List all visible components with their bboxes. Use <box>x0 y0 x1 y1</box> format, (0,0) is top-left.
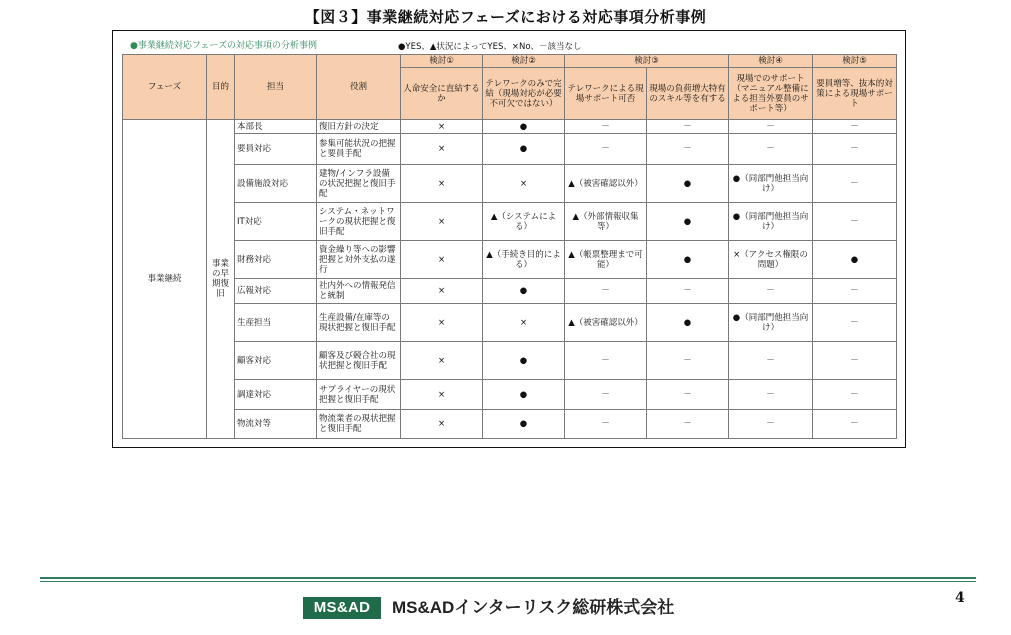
owner-cell: IT対応 <box>235 203 317 241</box>
k3b-cell: ● <box>647 203 729 241</box>
k1-cell: × <box>401 165 483 203</box>
k5-cell: － <box>813 134 897 165</box>
k4-cell: － <box>729 120 813 134</box>
k4-cell: ●（同部門他担当向け） <box>729 304 813 342</box>
owner-cell: 財務対応 <box>235 241 317 279</box>
role-cell: 物流業者の現状把握と復旧手配 <box>317 410 401 439</box>
page-number: 4 <box>955 590 965 606</box>
owner-cell: 調達対応 <box>235 380 317 410</box>
header-consideration-4: 検討④ <box>729 55 813 68</box>
role-cell: 資金繰り等への影響把握と対外支払の遂行 <box>317 241 401 279</box>
header-purpose: 目的 <box>207 55 235 120</box>
header-role: 役割 <box>317 55 401 120</box>
k1-cell: × <box>401 410 483 439</box>
header-consideration-2: 検討② <box>483 55 565 68</box>
k3b-cell: － <box>647 279 729 304</box>
owner-cell: 要員対応 <box>235 134 317 165</box>
k5-cell: － <box>813 342 897 380</box>
role-cell: 建物/インフラ設備の状況把握と復旧手配 <box>317 165 401 203</box>
k1-cell: × <box>401 241 483 279</box>
owner-cell: 生産担当 <box>235 304 317 342</box>
k3a-cell: ▲（外部情報収集等） <box>565 203 647 241</box>
k1-cell: × <box>401 380 483 410</box>
k3a-cell: － <box>565 279 647 304</box>
role-cell: サプライヤーの現状把握と復旧手配 <box>317 380 401 410</box>
phase-cell: 事業継続 <box>123 120 207 439</box>
footer-rule-thin <box>40 581 976 582</box>
k3b-cell: － <box>647 120 729 134</box>
header-phase: フェーズ <box>123 55 207 120</box>
k2-cell: × <box>483 165 565 203</box>
k1-cell: × <box>401 304 483 342</box>
k5-cell: － <box>813 410 897 439</box>
company-name: MS&ADインターリスク総研株式会社 <box>392 598 675 617</box>
k4-cell: － <box>729 134 813 165</box>
k4-cell: － <box>729 410 813 439</box>
k3b-cell: － <box>647 380 729 410</box>
k1-cell: × <box>401 342 483 380</box>
k2-cell: × <box>483 304 565 342</box>
k1-cell: × <box>401 120 483 134</box>
k3a-cell: － <box>565 380 647 410</box>
k2-cell: ● <box>483 380 565 410</box>
k1-cell: × <box>401 134 483 165</box>
owner-cell: 物流対等 <box>235 410 317 439</box>
header-desc-5: 要員増等、抜本的対策による現場サポート <box>813 68 897 120</box>
k5-cell: － <box>813 279 897 304</box>
role-cell: 生産設備/在庫等の現状把握と復旧手配 <box>317 304 401 342</box>
k1-cell: × <box>401 279 483 304</box>
legend: ●YES、▲状況によってYES、×No、－該当なし <box>398 42 582 52</box>
k2-cell: ● <box>483 120 565 134</box>
k4-cell: ●（同部門他担当向け） <box>729 165 813 203</box>
k3b-cell: － <box>647 134 729 165</box>
k3a-cell: － <box>565 342 647 380</box>
table-caption: ●事業継続対応フェーズの対応事項の分析事例 <box>130 41 317 51</box>
k3a-cell: － <box>565 134 647 165</box>
k3a-cell: ▲（被害確認以外） <box>565 304 647 342</box>
k3b-cell: － <box>647 342 729 380</box>
role-cell: 参集可能状況の把握と要員手配 <box>317 134 401 165</box>
k5-cell: － <box>813 380 897 410</box>
k2-cell: ● <box>483 410 565 439</box>
purpose-cell: 事業の早期復旧 <box>207 120 235 439</box>
header-owner: 担当 <box>235 55 317 120</box>
k3a-cell: ▲（帳票整理まで可能） <box>565 241 647 279</box>
k3a-cell: － <box>565 120 647 134</box>
k3b-cell: ● <box>647 304 729 342</box>
role-cell: 復旧方針の決定 <box>317 120 401 134</box>
header-desc-4: 現場でのサポート（マニュアル整備による担当外要員のサポート等） <box>729 68 813 120</box>
k4-cell: － <box>729 342 813 380</box>
k2-cell: ● <box>483 134 565 165</box>
role-cell: 社内外への情報発信と統制 <box>317 279 401 304</box>
owner-cell: 設備施設対応 <box>235 165 317 203</box>
k3a-cell: － <box>565 410 647 439</box>
k1-cell: × <box>401 203 483 241</box>
header-consideration-5: 検討⑤ <box>813 55 897 68</box>
analysis-table <box>122 54 897 439</box>
owner-cell: 広報対応 <box>235 279 317 304</box>
k4-cell: ●（同部門他担当向け） <box>729 203 813 241</box>
owner-cell: 顧客対応 <box>235 342 317 380</box>
header-desc-3a: テレワークによる現場サポート可否 <box>565 68 647 120</box>
k3a-cell: ▲（被害確認以外） <box>565 165 647 203</box>
owner-cell: 本部長 <box>235 120 317 134</box>
k5-cell: － <box>813 165 897 203</box>
k4-cell: ×（アクセス権限の問題） <box>729 241 813 279</box>
header-desc-3b: 現場の負荷増大特有のスキル等を有する <box>647 68 729 120</box>
k3b-cell: ● <box>647 165 729 203</box>
k5-cell: ● <box>813 241 897 279</box>
k5-cell: － <box>813 120 897 134</box>
k4-cell: － <box>729 380 813 410</box>
footer-rule-thick <box>40 577 976 579</box>
k3b-cell: ● <box>647 241 729 279</box>
header-consideration-3: 検討③ <box>565 55 729 68</box>
k4-cell: － <box>729 279 813 304</box>
role-cell: 顧客及び競合社の現状把握と復旧手配 <box>317 342 401 380</box>
k3b-cell: － <box>647 410 729 439</box>
k2-cell: ● <box>483 342 565 380</box>
k5-cell: － <box>813 304 897 342</box>
k2-cell: ● <box>483 279 565 304</box>
k2-cell: ▲（手続き目的による） <box>483 241 565 279</box>
header-desc-1: 人命安全に直結するか <box>401 68 483 120</box>
header-consideration-1: 検討① <box>401 55 483 68</box>
role-cell: システム・ネットワークの現状把握と復旧手配 <box>317 203 401 241</box>
company-logo-mark: MS&AD <box>303 597 381 619</box>
k5-cell: － <box>813 203 897 241</box>
header-desc-2: テレワークのみで完結（現場対応が必要不可欠ではない） <box>483 68 565 120</box>
k2-cell: ▲（システムによる） <box>483 203 565 241</box>
page-title: 【図３】事業継続対応フェーズにおける対応事項分析事例 <box>304 8 707 26</box>
